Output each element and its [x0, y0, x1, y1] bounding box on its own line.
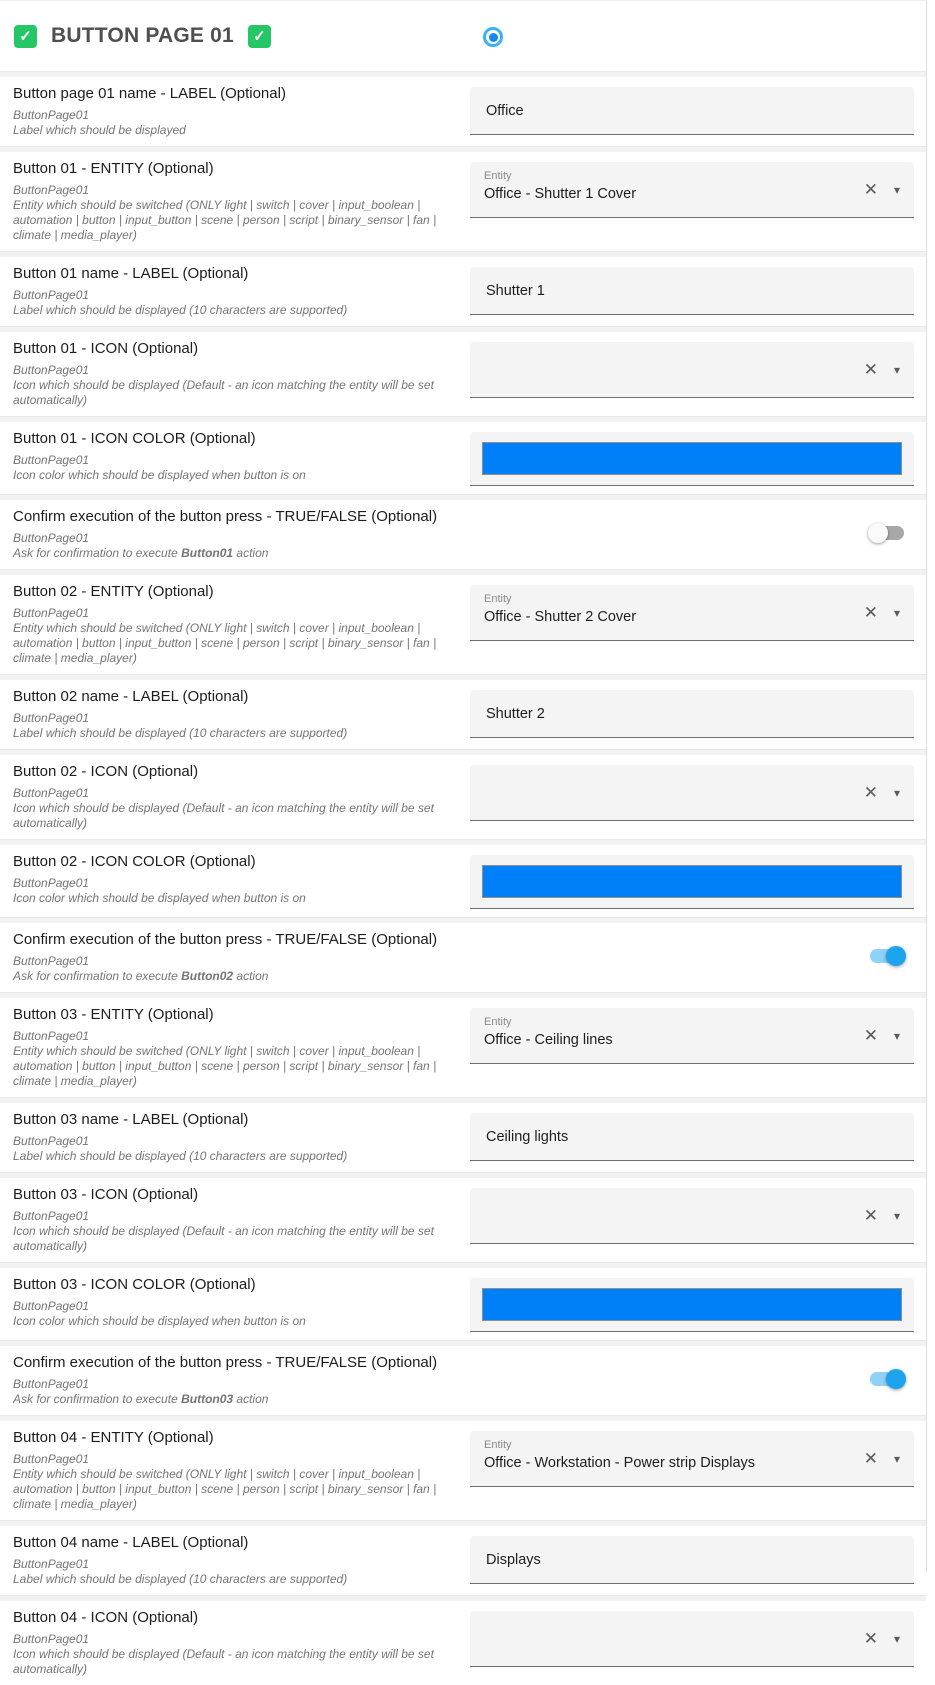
entity-select[interactable] [470, 1008, 914, 1064]
row-description: Icon which should be displayed (Default - an icon matching the entity will be set automatically) [13, 378, 434, 407]
entity-select-value: Office - Ceiling lines [484, 1032, 613, 1048]
config-row [0, 152, 926, 251]
row-description: Entity which should be switched (ONLY light | switch | cover | input_boolean | automation | button | input_button | scene | person | script | binary_sensor | fan | climate | media_player) [13, 621, 437, 665]
row-subtitle: ButtonPage01 [13, 606, 90, 620]
entity-select-label: Entity [484, 1439, 512, 1451]
row-title: Button 03 name - LABEL (Optional) [13, 1111, 249, 1128]
row-text-column [13, 1609, 458, 1677]
row-text-column [13, 583, 458, 666]
row-text-column [13, 160, 458, 243]
row-subtitle: ButtonPage01 [13, 1134, 90, 1148]
entity-select-label: Entity [484, 1016, 512, 1028]
row-subtitle: ButtonPage01 [13, 1029, 90, 1043]
toggle-switch[interactable] [868, 1368, 906, 1390]
checkbox-checked-icon-right[interactable]: ✓ [248, 25, 271, 48]
color-input[interactable] [470, 855, 914, 909]
dropdown-caret-icon[interactable]: ▾ [893, 1028, 900, 1043]
row-description: Icon color which should be displayed when button is on [13, 891, 306, 905]
row-control-column [470, 690, 914, 738]
text-input-value: Shutter 1 [486, 282, 545, 299]
row-subtitle: ButtonPage01 [13, 711, 90, 725]
row-text-column [13, 1354, 458, 1407]
config-row [0, 923, 926, 992]
toggle-thumb [886, 1369, 906, 1389]
toggle-row [470, 933, 914, 967]
row-title: Confirm execution of the button press - TRUE/FALSE (Optional) [13, 1354, 438, 1371]
dropdown-caret-icon[interactable]: ▾ [893, 605, 900, 620]
config-row [0, 845, 926, 917]
text-input-value: Office [486, 102, 524, 119]
config-rows-list [0, 71, 926, 1685]
row-text-column [13, 1186, 458, 1254]
config-row [0, 575, 926, 674]
clear-x-icon[interactable]: ✕ [863, 1026, 878, 1045]
row-control-column [470, 1278, 914, 1332]
config-row [0, 998, 926, 1097]
row-title: Button 04 name - LABEL (Optional) [13, 1534, 249, 1551]
clear-x-icon[interactable]: ✕ [863, 1629, 878, 1648]
text-input-value: Shutter 2 [486, 705, 545, 722]
row-title: Confirm execution of the button press - TRUE/FALSE (Optional) [13, 931, 438, 948]
row-text-column [13, 1111, 458, 1164]
dropdown-caret-icon[interactable]: ▾ [893, 182, 900, 197]
row-description: Entity which should be switched (ONLY light | switch | cover | input_boolean | automation | button | input_button | scene | person | script | binary_sensor | fan | climate | media_player) [13, 198, 437, 242]
row-description: Entity which should be switched (ONLY light | switch | cover | input_boolean | automation | button | input_button | scene | person | script | binary_sensor | fan | climate | media_player) [13, 1467, 437, 1511]
row-description: Icon which should be displayed (Default - an icon matching the entity will be set automatically) [13, 1647, 434, 1676]
row-description: Icon color which should be displayed when button is on [13, 1314, 306, 1328]
dropdown-caret-icon[interactable]: ▾ [893, 1631, 900, 1646]
row-description: Icon which should be displayed (Default - an icon matching the entity will be set automatically) [13, 1224, 434, 1253]
clear-x-icon[interactable]: ✕ [863, 783, 878, 802]
row-text-column [13, 1429, 458, 1512]
toggle-thumb [868, 523, 888, 543]
row-title: Button 04 - ICON (Optional) [13, 1609, 199, 1626]
entity-select[interactable] [470, 162, 914, 218]
row-subtitle: ButtonPage01 [13, 1299, 90, 1313]
color-swatch[interactable] [482, 442, 902, 475]
row-text-column [13, 1006, 458, 1089]
dropdown-caret-icon[interactable]: ▾ [893, 785, 900, 800]
row-text-column [13, 508, 458, 561]
checkbox-checked-icon-left[interactable]: ✓ [14, 25, 37, 48]
row-control-column [470, 87, 914, 135]
toggle-row [470, 1356, 914, 1390]
config-row [0, 1526, 926, 1595]
row-description: Ask for confirmation to execute Button01 action [13, 546, 269, 560]
row-text-column [13, 763, 458, 831]
row-description: Label which should be displayed (10 characters are supported) [13, 303, 348, 317]
row-title: Button 03 - ENTITY (Optional) [13, 1006, 214, 1023]
entity-select-value: Office - Shutter 2 Cover [484, 609, 637, 625]
config-row [0, 422, 926, 494]
color-input[interactable] [470, 1278, 914, 1332]
text-input-value: Ceiling lights [486, 1128, 569, 1145]
icon-select[interactable] [470, 1611, 914, 1667]
text-input[interactable] [470, 1113, 914, 1161]
row-subtitle: ButtonPage01 [13, 1452, 90, 1466]
clear-x-icon[interactable]: ✕ [863, 180, 878, 199]
row-text-column [13, 85, 458, 138]
row-title: Button 03 - ICON (Optional) [13, 1186, 199, 1203]
row-control-column [470, 510, 914, 544]
row-subtitle: ButtonPage01 [13, 288, 90, 302]
entity-select[interactable] [470, 1431, 914, 1487]
entity-select-label: Entity [484, 170, 512, 182]
config-row [0, 1178, 926, 1262]
clear-x-icon[interactable]: ✕ [863, 1206, 878, 1225]
entity-select-value: Office - Workstation - Power strip Displays [484, 1455, 756, 1471]
clear-x-icon[interactable]: ✕ [863, 360, 878, 379]
text-input-value: Displays [486, 1551, 541, 1568]
icon-select[interactable] [470, 342, 914, 398]
row-control-column [470, 855, 914, 909]
config-row [0, 500, 926, 569]
row-text-column [13, 430, 458, 483]
row-control-column [470, 267, 914, 315]
row-text-column [13, 340, 458, 408]
dropdown-caret-icon[interactable]: ▾ [893, 1451, 900, 1466]
row-title: Button 02 - ENTITY (Optional) [13, 583, 214, 600]
toggle-switch[interactable] [868, 945, 906, 967]
row-control-column [470, 933, 914, 967]
row-text-column [13, 931, 458, 984]
radio-selected-icon[interactable] [483, 27, 503, 47]
icon-select[interactable] [470, 1188, 914, 1244]
row-control-column [470, 432, 914, 486]
row-subtitle: ButtonPage01 [13, 1209, 90, 1223]
row-control-column [470, 1431, 914, 1487]
config-row [0, 77, 926, 146]
color-swatch[interactable] [482, 1288, 902, 1321]
page-title: BUTTON PAGE 01 [51, 24, 234, 47]
row-description: Icon which should be displayed (Default - an icon matching the entity will be set automatically) [13, 801, 434, 830]
row-subtitle: ButtonPage01 [13, 1377, 90, 1391]
row-subtitle: ButtonPage01 [13, 954, 90, 968]
row-subtitle: ButtonPage01 [13, 183, 90, 197]
color-input[interactable] [470, 432, 914, 486]
row-title: Confirm execution of the button press - TRUE/FALSE (Optional) [13, 508, 438, 525]
row-text-column [13, 1276, 458, 1329]
row-title: Button 02 - ICON (Optional) [13, 763, 199, 780]
dropdown-caret-icon[interactable]: ▾ [893, 362, 900, 377]
row-title: Button 02 - ICON COLOR (Optional) [13, 853, 256, 870]
row-description: Ask for confirmation to execute Button03 action [13, 1392, 269, 1406]
config-row [0, 1346, 926, 1415]
row-control-column [470, 162, 914, 218]
row-subtitle: ButtonPage01 [13, 453, 90, 467]
row-title: Button 04 - ENTITY (Optional) [13, 1429, 214, 1446]
row-description: Label which should be displayed [13, 123, 186, 137]
toggle-row [470, 510, 914, 544]
clear-x-icon[interactable]: ✕ [863, 1449, 878, 1468]
row-subtitle: ButtonPage01 [13, 876, 90, 890]
row-control-column [470, 342, 914, 398]
text-input[interactable] [470, 690, 914, 738]
row-control-column [470, 585, 914, 641]
entity-select-label: Entity [484, 593, 512, 605]
row-text-column [13, 688, 458, 741]
row-subtitle: ButtonPage01 [13, 531, 90, 545]
row-title: Button 02 name - LABEL (Optional) [13, 688, 249, 705]
row-subtitle: ButtonPage01 [13, 786, 90, 800]
row-description: Icon color which should be displayed when button is on [13, 468, 306, 482]
entity-select[interactable] [470, 585, 914, 641]
row-title: Button page 01 name - LABEL (Optional) [13, 85, 286, 102]
config-row [0, 1103, 926, 1172]
row-description: Entity which should be switched (ONLY light | switch | cover | input_boolean | automation | button | input_button | scene | person | script | binary_sensor | fan | climate | media_player) [13, 1044, 437, 1088]
toggle-thumb [886, 946, 906, 966]
text-input[interactable] [470, 1536, 914, 1584]
row-control-column [470, 1113, 914, 1161]
row-title: Button 01 - ENTITY (Optional) [13, 160, 214, 177]
config-row [0, 1268, 926, 1340]
row-text-column [13, 1534, 458, 1587]
row-control-column [470, 1356, 914, 1390]
row-control-column [470, 1611, 914, 1667]
row-subtitle: ButtonPage01 [13, 108, 90, 122]
row-title: Button 01 - ICON COLOR (Optional) [13, 430, 256, 447]
text-input[interactable] [470, 87, 914, 135]
row-description: Label which should be displayed (10 characters are supported) [13, 726, 348, 740]
config-row [0, 1421, 926, 1520]
section-header [0, 1, 926, 71]
row-control-column [470, 1008, 914, 1064]
color-swatch[interactable] [482, 865, 902, 898]
row-description: Ask for confirmation to execute Button02 action [13, 969, 269, 983]
entity-select-value: Office - Shutter 1 Cover [484, 186, 637, 202]
row-description: Label which should be displayed (10 characters are supported) [13, 1149, 348, 1163]
config-row [0, 1601, 926, 1685]
config-row [0, 680, 926, 749]
clear-x-icon[interactable]: ✕ [863, 603, 878, 622]
text-input[interactable] [470, 267, 914, 315]
row-subtitle: ButtonPage01 [13, 363, 90, 377]
row-text-column [13, 853, 458, 906]
row-text-column [13, 265, 458, 318]
row-title: Button 01 - ICON (Optional) [13, 340, 199, 357]
row-subtitle: ButtonPage01 [13, 1632, 90, 1646]
row-title: Button 01 name - LABEL (Optional) [13, 265, 249, 282]
config-row [0, 257, 926, 326]
config-row [0, 755, 926, 839]
row-control-column [470, 1188, 914, 1244]
config-row [0, 332, 926, 416]
radio-dot [489, 33, 498, 42]
row-control-column [470, 765, 914, 821]
dropdown-caret-icon[interactable]: ▾ [893, 1208, 900, 1223]
row-title: Button 03 - ICON COLOR (Optional) [13, 1276, 256, 1293]
toggle-switch[interactable] [868, 522, 906, 544]
row-description: Label which should be displayed (10 characters are supported) [13, 1572, 348, 1586]
row-control-column [470, 1536, 914, 1584]
row-subtitle: ButtonPage01 [13, 1557, 90, 1571]
icon-select[interactable] [470, 765, 914, 821]
